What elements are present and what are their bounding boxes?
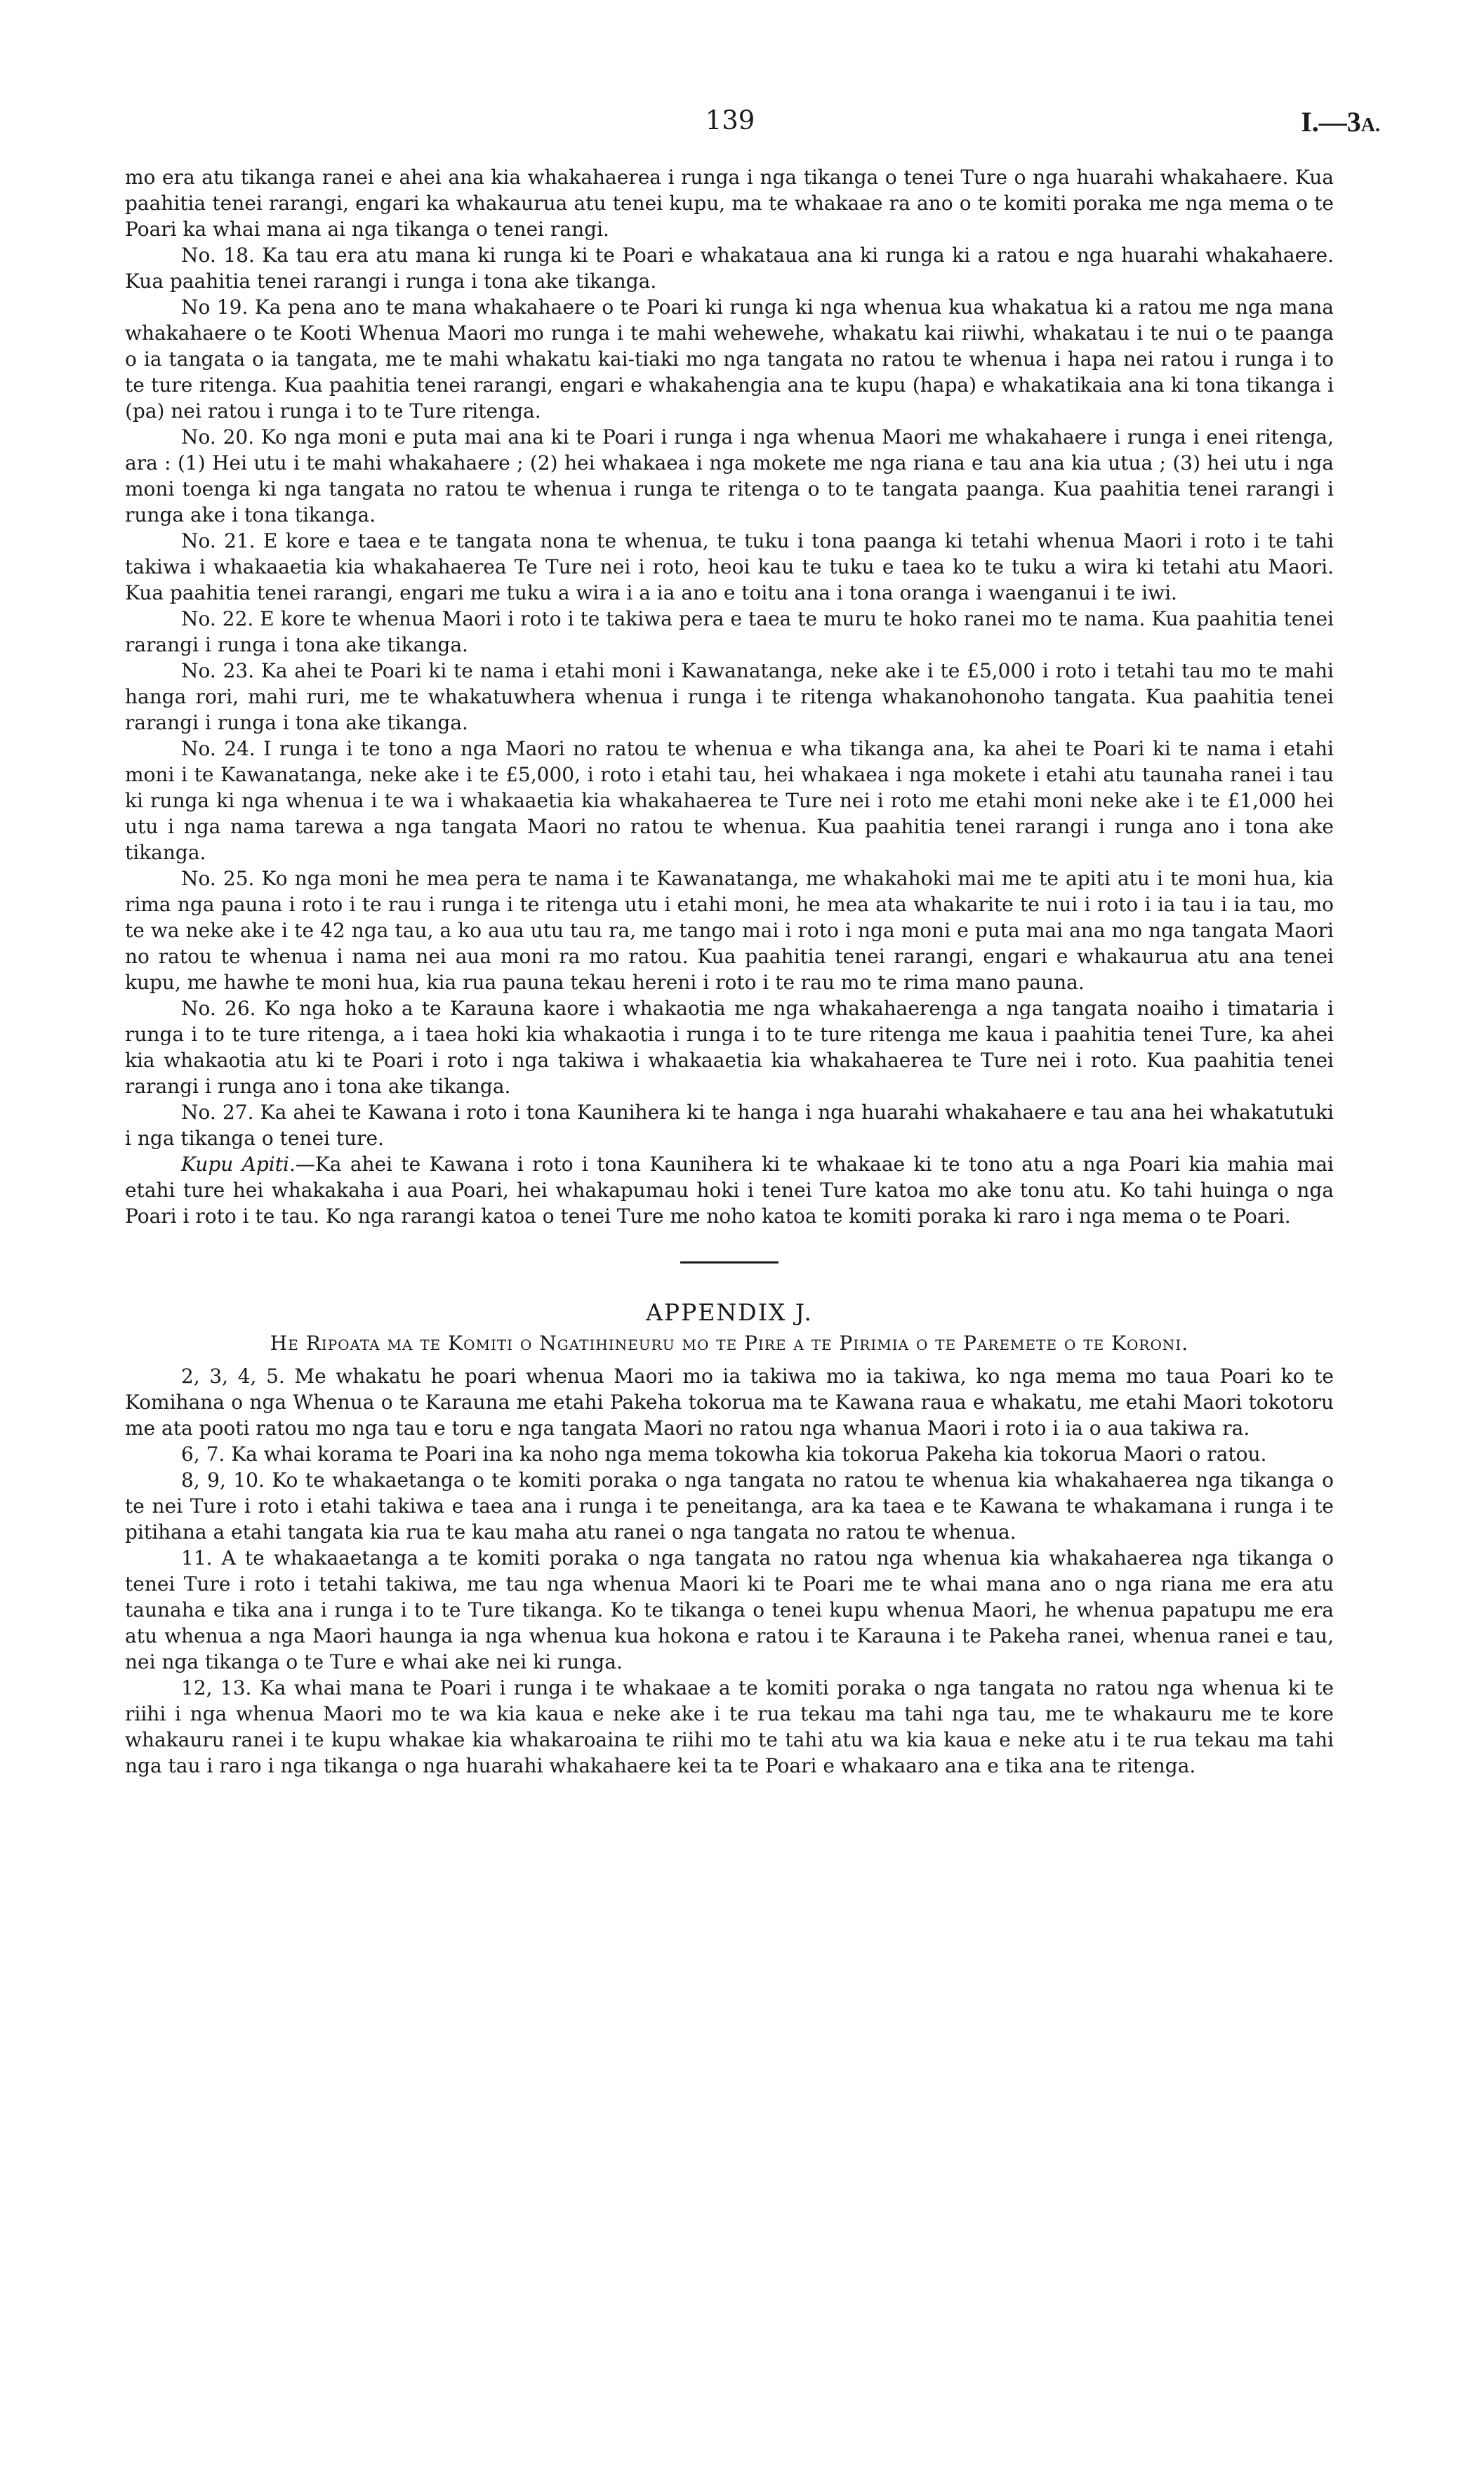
paragraph-no-19: No 19. Ka pena ano te mana whakahaere o te Poari ki runga ki nga whenua kua whakatua ki a ratou me nga mana whakahaere o te Kooti Whenua Maori mo runga i te mahi wehewehe, whakatu kai riiwhi, whakatau i te nui o te paanga o ia tangata o ia tangata, me te mahi whakatu kai-tiaki mo nga tangata no ratou te whenua i hapa nei ratou i runga i to te ture ritenga. Kua paahitia tenei rarangi, engari e whakahengia ana te kupu (hapa) e whakatikaia ana ki tona tikanga i (pa) nei ratou i runga i to te Ture ritenga. [125,296,1334,423]
appendix-title: APPENDIX J. [646,1299,813,1326]
document-reference-main: I.—3 [1301,106,1361,138]
appendix-paragraph-12-13: 12, 13. Ka whai mana te Poari i runga i te whakaae a te komiti poraka o nga tangata no ratou nga whenua ki te riihi i nga whenua Maori mo te wa kia kaua e neke ake i te rua tekau ma tahi nga tau, me te whakauru me te kore whakauru ranei i te kupu whakae kia whakaroaina te riihi mo te tahi atu wa kia kaua e neke atu i te rua tekau ma tahi nga tau i raro i nga tikanga o nga huarahi whakahaere kei ta te Poari e whakaaro ana e tika ana te ritenga. [125,1676,1334,1777]
paragraph-no-21: No. 21. E kore e taea e te tangata nona te whenua, te tuku i tona paanga ki tetahi whenua Maori i roto i te tahi takiwa i whakaaetia kia whakahaerea Te Ture nei i roto, heoi kau te tuku e taea ko te tuku a wira ki tetahi atu Maori. Kua paahitia tenei rarangi, engari me tuku a wira i a ia ano e toitu ana i tona oranga i waenganui i te iwi. [125,529,1334,604]
paragraph-no-25: No. 25. Ko nga moni he mea pera te nama i te Kawanatanga, me whakahoki mai me te apiti atu i te moni hua, kia rima nga pauna i roto i te rau i runga i te ritenga utu i etahi moni, he mea ata whakarite te nui i roto i ia tau i ia tau, mo te wa neke ake i te 42 nga tau, a ko aua utu tau ra, me tango mai i roto i nga moni e puta mai ana mo nga tangata Maori no ratou te whenua i nama nei aua moni ra mo ratou. Kua paahitia tenei rarangi, engari e whakaurua atu ana tenei kupu, me hawhe te moni hua, kia rua pauna tekau hereni i roto i te rau mo te rima mano pauna. [125,867,1334,994]
appendix-paragraph-8-10: 8, 9, 10. Ko te whakaetanga o te komiti poraka o nga tangata no ratou te whenua kia whakahaerea nga tikanga o te nei Ture i roto i etahi takiwa e taea ana i runga i te peneitanga, ara ka taea e te Kawana te whakamana i runga i te pitihana a etahi tangata kia rua te kau maha atu ranei o nga tangata no ratou te whenua. [125,1468,1334,1544]
appendix-subtitle: He Ripoata ma te Komiti o Ngatihineuru mo te Pire a te Pirimia o te Paremete o te Koroni. [270,1332,1189,1355]
document-reference [1301,105,1380,138]
page-body [125,164,1334,1779]
paragraph-no-24: No. 24. I runga i te tono a nga Maori no ratou te whenua e wha tikanga ana, ka ahei te Poari ki te nama i etahi moni i te Kawanatanga, neke ake i te £5,000, i roto i etahi tau, hei whakaea i nga mokete i etahi atu taunaha ranei i tau ki runga ki nga whenua i te wa i whakaaetia kia whakahaerea te Ture nei i roto me etahi moni neke ake i te £1,000 hei utu i nga nama tarewa a nga tangata Maori no ratou te whenua. Kua paahitia tenei rarangi i runga ano i tona ake tikanga. [125,737,1334,864]
page-number: 139 [705,105,755,135]
paragraph-kupu-apiti [125,1151,1334,1229]
paragraph-no-20: No. 20. Ko nga moni e puta mai ana ki te Poari i runga i nga whenua Maori me whakahaere i runga i enei ritenga, ara : (1) Hei utu i te mahi whakahaere ; (2) hei whakaea i nga mokete me nga riana e tau ana kia utua ; (3) hei utu i nga moni toenga ki nga tangata no ratou te whenua i runga te ritenga o to te tangata paanga. Kua paahitia tenei rarangi i runga ake i tona tikanga. [125,425,1334,526]
kupu-apiti-text: —Ka ahei te Kawana i roto i tona Kaunihera ki te whakaae ki te tono atu a nga Poari kia mahia mai etahi ture hei whakakaha i aua Poari, hei whakapumau hoki i tenei Ture katoa mo ake tonu atu. Ko tahi huinga o nga Poari i roto i te tau. Ko nga rarangi katoa o tenei Ture me noho katoa te komiti poraka ki raro i nga mema o te Poari. [125,1153,1334,1228]
paragraph-no-18: No. 18. Ka tau era atu mana ki runga ki te Poari e whakataua ana ki runga ki a ratou e nga huarahi whakahaere. Kua paahitia tenei rarangi i runga i tona ake tikanga. [125,244,1334,293]
kupu-apiti-heading: Kupu Apiti. [181,1153,296,1176]
paragraph-continuation: mo era atu tikanga ranei e ahei ana kia whakahaerea i runga i nga tikanga o tenei Ture o nga huarahi whakahaere. Kua paahitia tenei rarangi, engari ka whakaurua atu tenei kupu, ma te whakaae ra ano o te komiti poraka me nga mema o te Poari ka whai mana ai nga tikanga o tenei rangi. [125,166,1334,241]
appendix-paragraph-2-5: 2, 3, 4, 5. Me whakatu he poari whenua Maori mo ia takiwa mo ia takiwa, ko nga mema mo taua Poari ko te Komihana o nga Whenua o te Karauna me etahi Pakeha tokorua ma te Kawana raua e whakatu, me etahi Maori tokotoru me ata pooti ratou mo nga tau e toru e nga tangata Maori no ratou nga whanua Maori i roto i ia o aua takiwa ra. [125,1365,1334,1440]
appendix-paragraph-6-7: 6, 7. Ka whai korama te Poari ina ka noho nga mema tokowha kia tokorua Pakeha kia tokorua Maori o ratou. [181,1443,1267,1466]
appendix-paragraph-11: 11. A te whakaaetanga a te komiti poraka o nga tangata no ratou nga whenua kia whakahaerea nga tikanga o tenei Ture i roto i tetahi takiwa, me tau nga whenua Maori ki te Poari me te whai mana ano o nga riana me era atu taunaha e tika ana i runga i to te Ture tikanga. Ko te tikanga o tenei kupu whenua Maori, he whenua papatupu me era atu whenua a nga Maori haunga ia nga whenua kua hokona e ratou i te Karauna i te Pakeha ranei, whenua ranei e tau, nei nga tikanga o te Ture e whai ake nei ki runga. [125,1546,1334,1673]
document-reference-suffix: A. [1360,114,1380,136]
paragraph-no-27: No. 27. Ka ahei te Kawana i roto i tona Kaunihera ki te hanga i nga huarahi whakahaere e tau ana hei whakatutuki i nga tikanga o tenei ture. [125,1101,1334,1150]
section-divider [680,1261,779,1264]
paragraph-no-23: No. 23. Ka ahei te Poari ki te nama i etahi moni i Kawanatanga, neke ake i te £5,000 i roto i tetahi tau mo te mahi hanga rori, mahi ruri, me te whakatuwhera whenua i runga i te ritenga whakanohonoho tangata. Kua paahitia tenei rarangi i runga i tona ake tikanga. [125,659,1334,734]
paragraph-no-26: No. 26. Ko nga hoko a te Karauna kaore i whakaotia me nga whakahaerenga a nga tangata noaiho i timataria i runga i to te ture ritenga, a i taea hoki kia whakaotia i runga i to te ture ritenga me kaua i paahitia tenei Ture, ka ahei kia whakaotia atu ki te Poari i roto i nga takiwa i whakaaetia kia whakahaerea te Ture nei i roto. Kua paahitia tenei rarangi i runga ano i tona ake tikanga. [125,997,1334,1098]
paragraph-no-22: No. 22. E kore te whenua Maori i roto i te takiwa pera e taea te muru te hoko ranei mo te nama. Kua paahitia tenei rarangi i runga i tona ake tikanga. [125,607,1334,656]
